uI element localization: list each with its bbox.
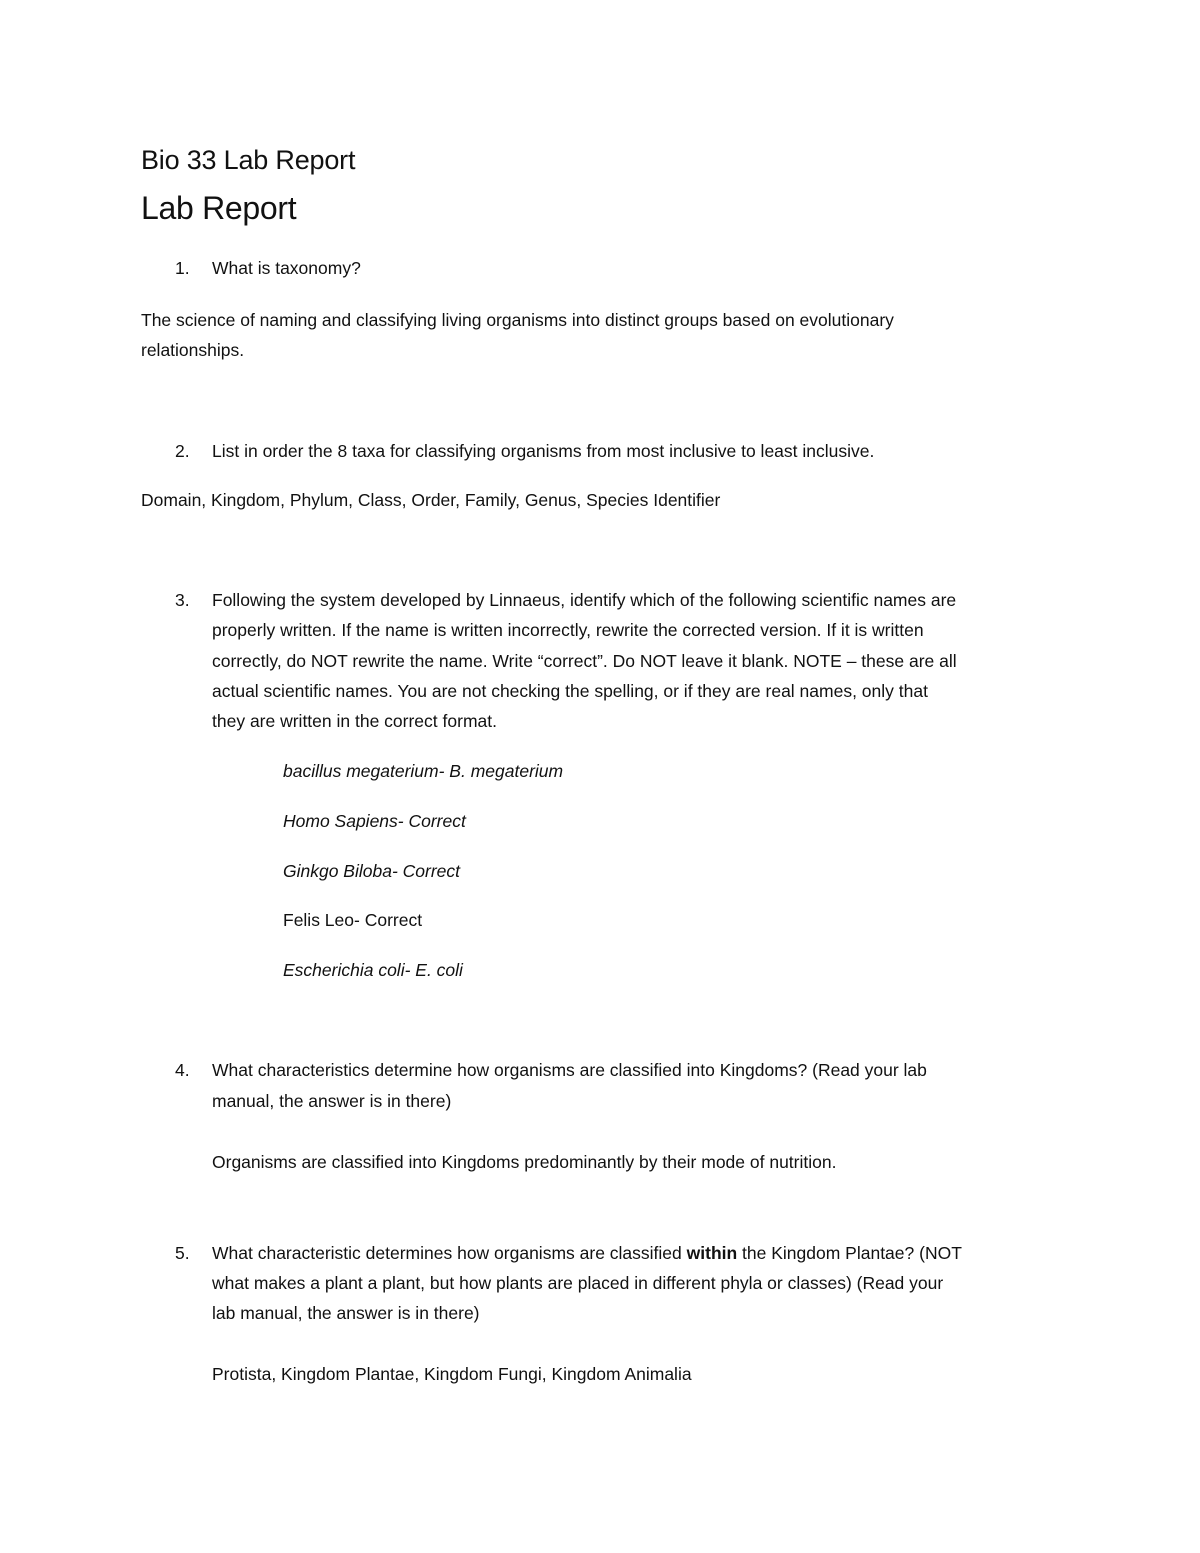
answer-5: Protista, Kingdom Plantae, Kingdom Fungi, Kingdom Animalia bbox=[212, 1364, 692, 1384]
answer-1-line-1: The science of naming and classifying living organisms into distinct groups based on evolutionary bbox=[141, 310, 894, 330]
question-4-line-1: What characteristics determine how organisms are classified into Kingdoms? (Read your lab bbox=[212, 1060, 927, 1080]
question-5-line-2: what makes a plant a plant, but how plants are placed in different phyla or classes) (Read your bbox=[212, 1273, 944, 1293]
question-2-text: List in order the 8 taxa for classifying organisms from most inclusive to least inclusive. bbox=[212, 441, 875, 461]
scientific-name-5: Escherichia coli- E. coli bbox=[283, 960, 463, 980]
question-5-line-3: lab manual, the answer is in there) bbox=[212, 1303, 480, 1323]
scientific-name-2: Homo Sapiens- Correct bbox=[283, 811, 466, 831]
question-3-number: 3. bbox=[175, 590, 190, 610]
scientific-name-3: Ginkgo Biloba- Correct bbox=[283, 861, 461, 881]
question-5-number: 5. bbox=[175, 1243, 190, 1263]
answer-1-line-2: relationships. bbox=[141, 340, 245, 360]
question-5-emphasis: within bbox=[686, 1243, 738, 1263]
scientific-name-1: bacillus megaterium- B. megaterium bbox=[283, 761, 564, 781]
scientific-name-4: Felis Leo- Correct bbox=[283, 910, 423, 930]
question-3-line-5: they are written in the correct format. bbox=[212, 711, 497, 731]
question-1-text: What is taxonomy? bbox=[212, 258, 361, 278]
question-5-line-1 bbox=[212, 1238, 962, 1268]
question-3-line-4: actual scientific names. You are not checking the spelling, or if they are real names, only that bbox=[212, 681, 928, 701]
question-2-number: 2. bbox=[175, 441, 190, 461]
question-5-line-1-end: the Kingdom Plantae? (NOT bbox=[737, 1243, 962, 1263]
question-4-number: 4. bbox=[175, 1060, 190, 1080]
document-heading: Lab Report bbox=[141, 190, 297, 226]
question-5-line-1-start: What characteristic determines how organisms are classified bbox=[212, 1243, 687, 1263]
question-1-number: 1. bbox=[175, 258, 190, 278]
question-3-line-2: properly written. If the name is written incorrectly, rewrite the corrected version. If it is written bbox=[212, 620, 924, 640]
question-3-line-3: correctly, do NOT rewrite the name. Write “correct”. Do NOT leave it blank. NOTE – these are all bbox=[212, 651, 957, 671]
document-title: Bio 33 Lab Report bbox=[141, 145, 356, 175]
answer-2: Domain, Kingdom, Phylum, Class, Order, Family, Genus, Species Identifier bbox=[141, 490, 721, 510]
question-4-line-2: manual, the answer is in there) bbox=[212, 1091, 452, 1111]
question-3-line-1: Following the system developed by Linnaeus, identify which of the following scientific names are bbox=[212, 590, 957, 610]
answer-4: Organisms are classified into Kingdoms predominantly by their mode of nutrition. bbox=[212, 1152, 837, 1172]
